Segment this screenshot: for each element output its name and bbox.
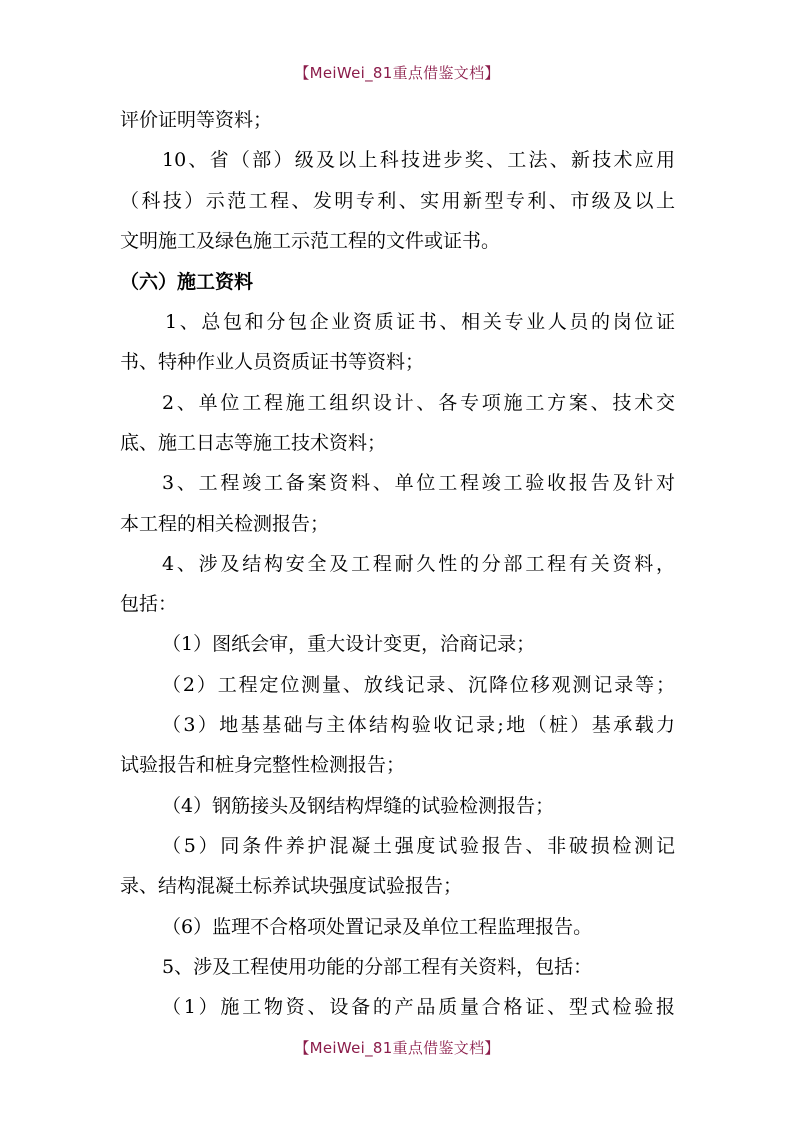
item-5-line-1: 5、涉及工程使用功能的分部工程有关资料，包括： bbox=[162, 956, 593, 978]
sub-item-5-line-2: 录、结构混凝土标养试块强度试验报告； bbox=[120, 875, 463, 897]
page-header-watermark: 【MeiWei_81重点借鉴文档】 bbox=[294, 64, 500, 82]
sub-item-6: （6）监理不合格项处置记录及单位工程监理报告。 bbox=[162, 916, 593, 938]
item-2-line-2: 底、施工日志等施工技术资料； bbox=[120, 432, 387, 454]
paragraph-10-line-2: （科技）示范工程、发明专利、实用新型专利、市级及以上 bbox=[120, 190, 675, 212]
sub-item-2: （2）工程定位测量、放线记录、沉降位移观测记录等； bbox=[162, 674, 675, 696]
item-2-line-1: 2、单位工程施工组织设计、各专项施工方案、技术交 bbox=[162, 392, 675, 414]
item-3-line-1: 3、工程竣工备案资料、单位工程竣工验收报告及针对 bbox=[162, 472, 675, 494]
item-5-sub-1-line-1: （1）施工物资、设备的产品质量合格证、型式检验报 bbox=[162, 996, 675, 1018]
text-line: 评价证明等资料； bbox=[120, 109, 273, 131]
sub-item-3-line-2: 试验报告和桩身完整性检测报告； bbox=[120, 754, 406, 776]
sub-item-3-line-1: （3）地基基础与主体结构验收记录;地（桩）基承载力 bbox=[162, 714, 675, 736]
item-1-line-2: 书、特种作业人员资质证书等资料； bbox=[120, 351, 425, 373]
item-4-line-2: 包括： bbox=[120, 593, 178, 615]
sub-item-4: （4）钢筋接头及钢结构焊缝的试验检测报告； bbox=[162, 795, 555, 817]
item-3-line-2: 本工程的相关检测报告； bbox=[120, 513, 330, 535]
paragraph-10-line-1: 10、省（部）级及以上科技进步奖、工法、新技术应用 bbox=[162, 149, 675, 171]
paragraph-10-line-3: 文明施工及绿色施工示范工程的文件或证书。 bbox=[120, 230, 501, 252]
section-heading: （六）施工资料 bbox=[120, 271, 254, 293]
page-footer-watermark: 【MeiWei_81重点借鉴文档】 bbox=[294, 1039, 500, 1057]
item-4-line-1: 4、涉及结构安全及工程耐久性的分部工程有关资料， bbox=[162, 553, 675, 575]
item-1-line-1: 1、总包和分包企业资质证书、相关专业人员的岗位证 bbox=[165, 311, 675, 333]
sub-item-5-line-1: （5）同条件养护混凝土强度试验报告、非破损检测记 bbox=[162, 835, 675, 857]
sub-item-1: （1）图纸会审，重大设计变更，洽商记录； bbox=[162, 633, 536, 655]
